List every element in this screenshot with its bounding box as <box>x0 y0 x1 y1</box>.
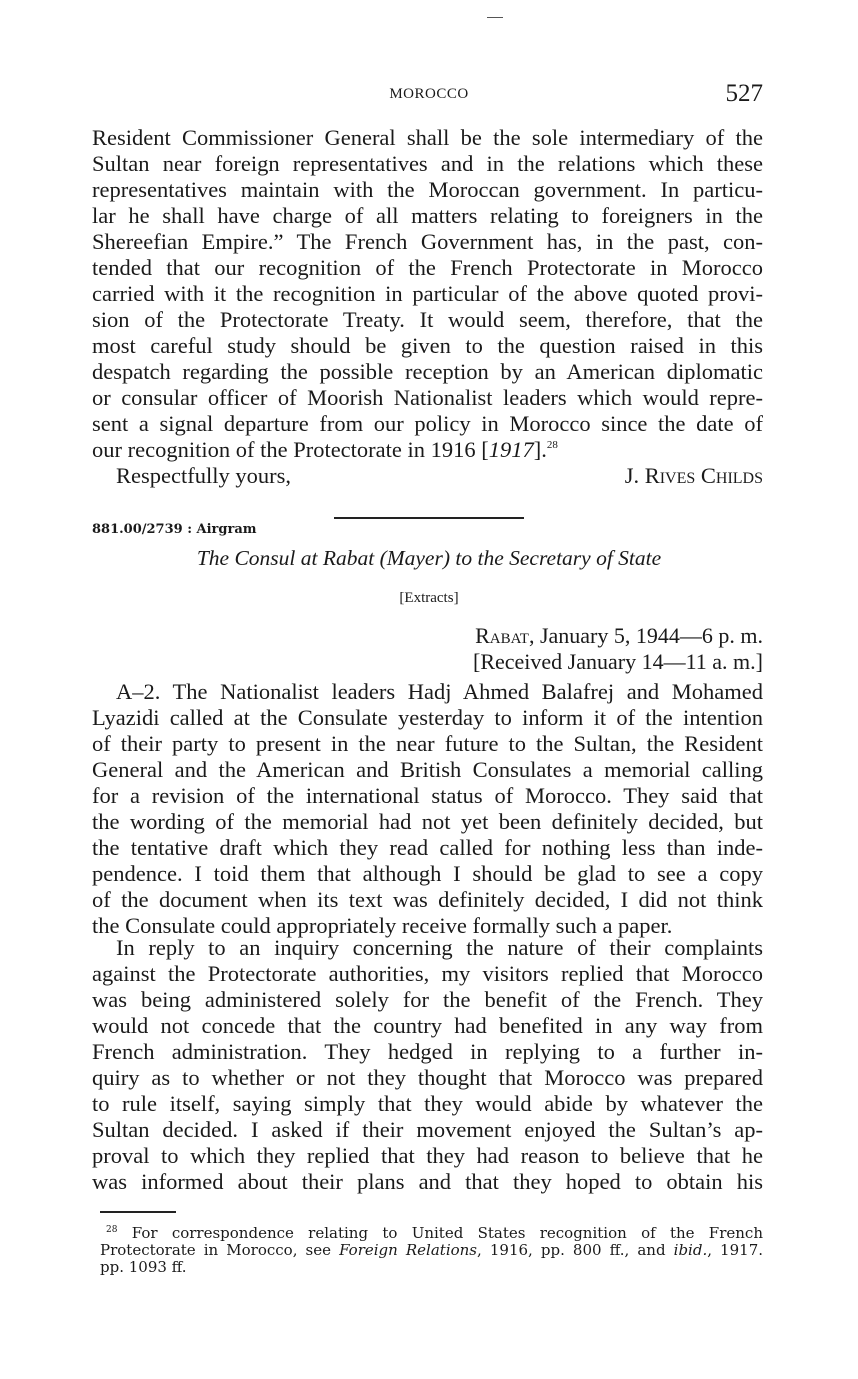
paragraph-a2 <box>92 679 763 939</box>
text-line <box>92 809 763 835</box>
footnote-marker: 28 <box>546 439 558 451</box>
text-run: Shereefian Empire.” The French Government has, in the past, con- <box>92 229 763 254</box>
footnote <box>100 1225 763 1276</box>
text-line <box>100 1259 763 1276</box>
file-reference: 881.00/2739 : Airgram <box>92 522 257 537</box>
text-run: , 1916, pp. 800 ff., and <box>477 1241 674 1259</box>
text-line <box>92 333 763 359</box>
text-line <box>92 961 763 987</box>
text-run: ]. <box>533 437 547 462</box>
text-run: the wording of the memorial had not yet been definitely decided, but <box>92 809 763 834</box>
text-run: or consular officer of Moorish Nationalist leaders which would repre- <box>92 385 763 410</box>
paragraph-reply <box>92 935 763 1195</box>
text-run: , 1917. <box>707 1241 764 1259</box>
text-line <box>92 125 763 151</box>
text-run: against the Protectorate authorities, my visitors replied that Morocco <box>92 961 763 986</box>
signature: J. Rives Childs <box>624 463 763 488</box>
text-run: In reply to an inquiry concerning the nature of their complaints <box>116 935 763 960</box>
text-line <box>92 987 763 1013</box>
text-run: proval to which they replied that they had reason to believe that he <box>92 1143 763 1168</box>
text-line <box>100 1242 763 1259</box>
text-run: For correspondence relating to United States recognition of the French <box>117 1224 763 1242</box>
text-run: the Consulate could appropriately receive formally such a paper. <box>92 913 673 938</box>
text-line <box>92 437 763 463</box>
text-line <box>92 411 763 437</box>
text-line <box>92 1065 763 1091</box>
text-run: tended that our recognition of the French Protectorate in Morocco <box>92 255 763 280</box>
text-run: pendence. I toid them that although I should be glad to see a copy <box>92 861 763 886</box>
text-line <box>92 203 763 229</box>
text-run: lar he shall have charge of all matters relating to foreigners in the <box>92 203 763 228</box>
text-line <box>92 385 763 411</box>
paragraph-continuation <box>92 125 763 463</box>
text-run: for a revision of the international status of Morocco. They said that <box>92 783 763 808</box>
document-title: The Consul at Rabat (Mayer) to the Secretary of State <box>196 546 662 570</box>
text-run: of their party to present in the near future to the Sultan, the Resident <box>92 731 763 756</box>
extracts-label: [Extracts] <box>399 590 459 606</box>
running-head: MOROCCO <box>389 86 469 102</box>
text-line <box>92 783 763 809</box>
text-run: Resident Commissioner General shall be the sole intermediary of the <box>92 125 763 150</box>
text-line <box>92 935 763 961</box>
text-line <box>92 861 763 887</box>
text-run: the tentative draft which they read called for nothing less than inde- <box>92 835 763 860</box>
text-run: Sultan near foreign representatives and in the relations which these <box>92 151 763 176</box>
text-line <box>92 1117 763 1143</box>
text-run: would not concede that the country had benefited in any way from <box>92 1013 763 1038</box>
text-line <box>92 255 763 281</box>
italic-run: 1917 <box>488 437 534 462</box>
text-line <box>92 887 763 913</box>
text-run: despatch regarding the possible reception by an American diplomatic <box>92 359 763 384</box>
text-run: sion of the Protectorate Treaty. It would seem, therefore, that the <box>92 307 763 332</box>
text-line <box>92 307 763 333</box>
text-run: pp. 1093 ff. <box>100 1258 187 1276</box>
text-line <box>92 177 763 203</box>
text-run: French administration. They hedged in replying to a further in- <box>92 1039 763 1064</box>
text-run: General and the American and British Consulates a memorial calling <box>92 757 763 782</box>
salutation: Respectfully yours, <box>116 463 291 488</box>
text-run: Protectorate in Morocco, see <box>100 1241 340 1259</box>
text-line <box>92 731 763 757</box>
text-line <box>92 359 763 385</box>
text-line <box>92 1039 763 1065</box>
text-line <box>92 151 763 177</box>
text-run: carried with it the recognition in particular of the above quoted provi- <box>92 281 763 306</box>
text-run: our recognition of the Protectorate in 1916 [ <box>92 437 489 462</box>
dateline-date: , January 5, 1944—6 p. m. <box>528 623 763 648</box>
text-run: A–2. The Nationalist leaders Hadj Ahmed Balafrej and Mohamed <box>116 679 763 704</box>
text-run: quiry as to whether or not they thought that Morocco was prepared <box>92 1065 763 1090</box>
text-line <box>92 229 763 255</box>
text-line <box>92 835 763 861</box>
footnote-marker: 28 <box>106 1225 118 1235</box>
text-run: to rule itself, saying simply that they would abide by whatever the <box>92 1091 763 1116</box>
text-line <box>92 679 763 705</box>
text-run: was informed about their plans and that they hoped to obtain his <box>92 1169 763 1194</box>
page-number: 527 <box>725 80 763 107</box>
text-line <box>92 1013 763 1039</box>
text-run: of the document when its text was definitely decided, I did not think <box>92 887 763 912</box>
text-line <box>100 1225 763 1242</box>
dateline-place: Rabat <box>475 623 529 648</box>
text-run: sent a signal departure from our policy in Morocco since the date of <box>92 411 763 436</box>
section-divider <box>334 517 524 519</box>
dateline <box>300 623 763 675</box>
text-run: was being administered solely for the benefit of the French. They <box>92 987 763 1012</box>
text-run: Lyazidi called at the Consulate yesterday to inform it of the intention <box>92 705 763 730</box>
text-line <box>92 1169 763 1195</box>
text-line <box>92 705 763 731</box>
italic-run: ibid. <box>673 1241 708 1259</box>
top-dash-mark <box>487 17 503 18</box>
text-line <box>92 757 763 783</box>
text-line <box>92 1091 763 1117</box>
text-run: Sultan decided. I asked if their movement enjoyed the Sultan’s ap- <box>92 1117 763 1142</box>
closing <box>92 463 763 489</box>
text-line <box>92 281 763 307</box>
footnote-rule <box>100 1211 176 1213</box>
text-run: most careful study should be given to the question raised in this <box>92 333 763 358</box>
received-line: [Received January 14—11 a. m.] <box>473 649 763 674</box>
text-line <box>92 1143 763 1169</box>
text-run: representatives maintain with the Moroccan government. In particu- <box>92 177 763 202</box>
italic-run: Foreign Relations <box>339 1241 478 1259</box>
